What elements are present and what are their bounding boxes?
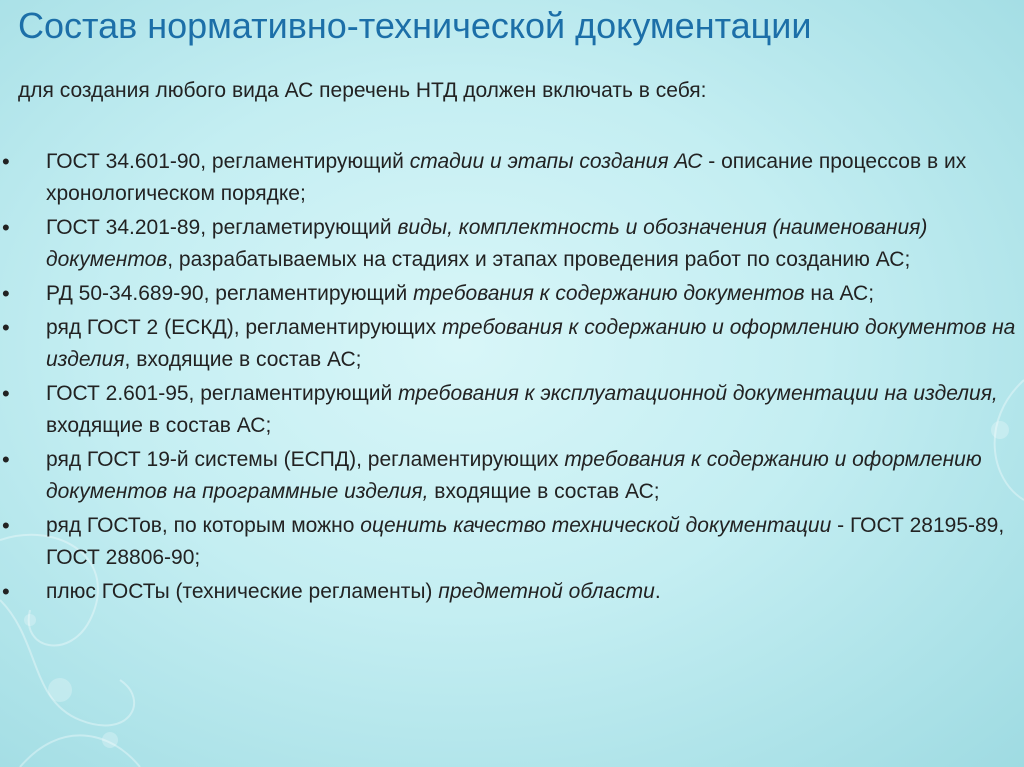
emphasis-text: оценить качество технической документации — [360, 514, 832, 537]
list-item-text — [46, 146, 1016, 210]
list-item — [0, 212, 1024, 276]
text-run: ГОСТ 2.601-95, регламентирующий — [46, 382, 399, 405]
emphasis-text: требования к содержанию документов — [413, 282, 805, 305]
text-run: . — [654, 580, 661, 603]
list-item-text — [46, 510, 1016, 574]
list-item-text — [46, 444, 1016, 508]
list-item — [0, 278, 1024, 310]
text-run: - описание процессов в их хронологическом порядке; — [46, 150, 967, 205]
emphasis-text: виды, комплектность и обозначения (наименования) документов — [46, 216, 928, 271]
list-item-text — [46, 576, 1016, 608]
list-item-text — [46, 212, 1016, 276]
text-run: ГОСТ 34.201-89, регламетирующий — [46, 216, 398, 239]
text-run: РД 50-34.689-90, регламентирующий — [46, 282, 414, 305]
emphasis-text: требования к содержанию и оформлению документов на изделия — [46, 316, 1016, 371]
list-item — [0, 576, 1024, 608]
list-item-text — [46, 278, 1016, 310]
slide-title: Состав нормативно-технической документации — [18, 5, 812, 46]
text-run: на АС; — [804, 282, 875, 305]
list-item-text — [46, 312, 1016, 376]
bullet-icon: • — [2, 381, 10, 406]
bullet-icon: • — [2, 513, 10, 538]
list-item — [0, 378, 1024, 442]
text-run: ГОСТ 34.601-90, регламентирующий — [46, 150, 410, 173]
list-item-text — [46, 378, 1016, 442]
bullet-icon: • — [2, 281, 10, 306]
text-run: , разрабатываемых на стадиях и этапах проведения работ по созданию АС; — [167, 248, 911, 271]
text-run: входящие в состав АС; — [428, 480, 660, 503]
list-item — [0, 510, 1024, 574]
text-run: плюс ГОСТы (технические регламенты) — [46, 580, 439, 603]
intro-text: для создания любого вида АС перечень НТД должен включать в себя: — [18, 79, 707, 102]
text-run: входящие в состав АС; — [46, 414, 272, 437]
bullet-icon: • — [2, 315, 10, 340]
text-run: ряд ГОСТ 19-й системы (ЕСПД), регламентирующих — [46, 448, 565, 471]
text-run: - ГОСТ 28195-89, ГОСТ 28806-90; — [46, 514, 1005, 569]
list-item — [0, 146, 1024, 210]
emphasis-text: требования к содержанию и оформлению документов на программные изделия, — [46, 448, 982, 503]
emphasis-text: требования к эксплуатационной документации на изделия, — [398, 382, 998, 405]
text-run: , входящие в состав АС; — [124, 348, 362, 371]
list-item — [0, 444, 1024, 508]
list-item — [0, 312, 1024, 376]
bullet-icon: • — [2, 447, 10, 472]
emphasis-text: стадии и этапы создания АС — [409, 150, 703, 173]
bullet-icon: • — [2, 215, 10, 240]
bullet-icon: • — [2, 579, 10, 604]
bullet-list — [0, 146, 1024, 610]
bullet-icon: • — [2, 149, 10, 174]
text-run: ряд ГОСТ 2 (ЕСКД), регламентирующих — [46, 316, 442, 339]
text-run: ряд ГОСТов, по которым можно — [46, 514, 361, 537]
emphasis-text: предметной области — [438, 580, 655, 603]
